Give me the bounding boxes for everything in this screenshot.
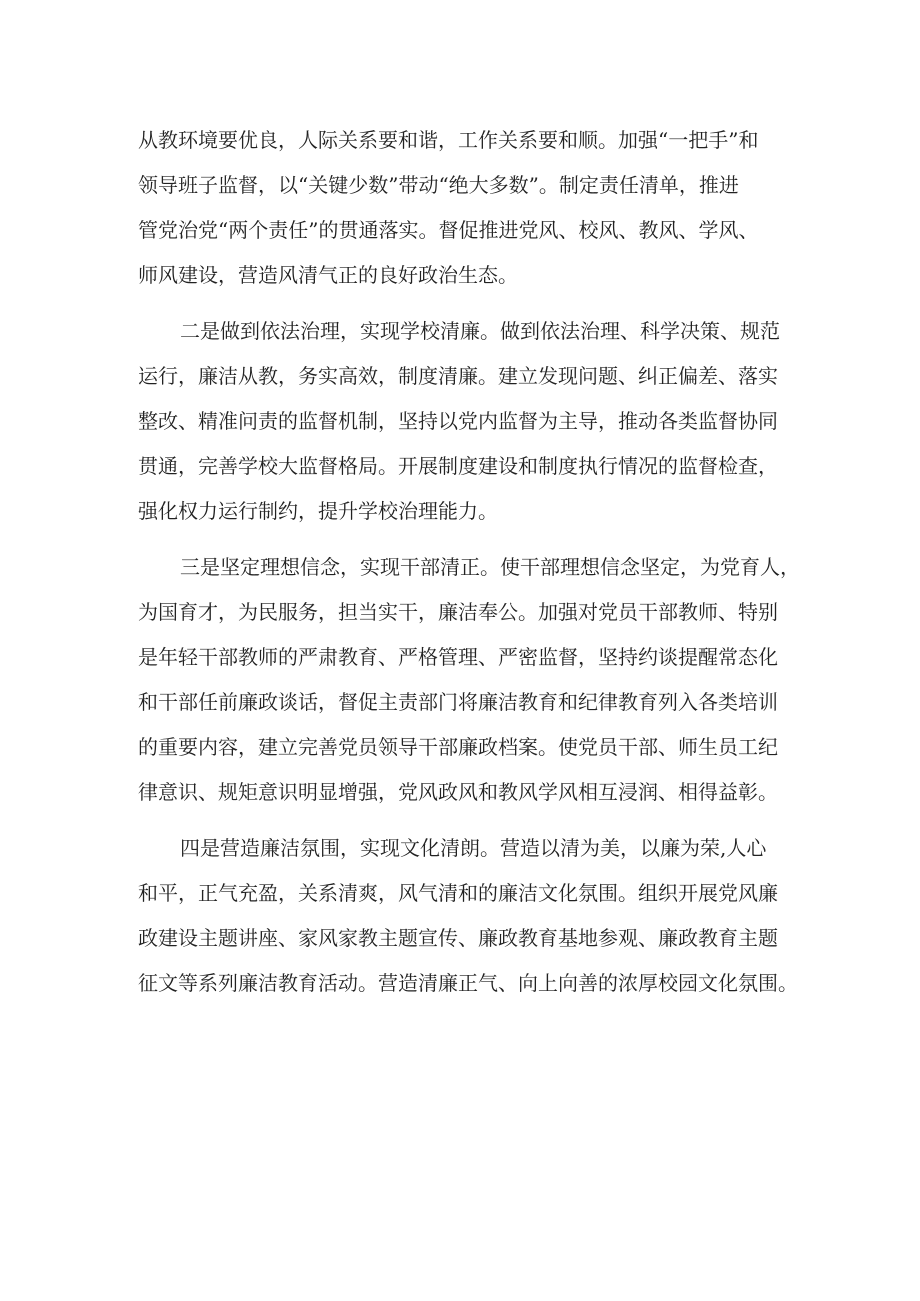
text-line: 运行，廉洁从教，务实高效，制度清廉。建立发现问题、纠正偏差、落实: [138, 364, 778, 388]
text-line: 师风建设，营造风清气正的良好政治生态。: [138, 263, 518, 287]
text-line: 是年轻干部教师的严肃教育、严格管理、严密监督，坚持约谈提醒常态化: [138, 645, 778, 669]
text-line: 领导班子监督，以“关键少数”带动“绝大多数”。制定责任清单，推进: [138, 173, 739, 197]
paragraph-gap: [138, 815, 793, 826]
paragraph-gap: [138, 534, 793, 545]
paragraph: [138, 545, 800, 815]
document-body: [138, 118, 800, 1006]
text-line: 和干部任前廉政谈话，督促主责部门将廉洁教育和纪律教育列入各类培训: [138, 690, 778, 714]
text-line: 的重要内容，建立完善党员领导干部廉政档案。使党员干部、师生员工纪: [138, 735, 778, 759]
text-line: 管党治党“两个责任”的贯通落实。督促推进党风、校风、教风、学风、: [138, 218, 759, 242]
text-line: 律意识、规矩意识明显增强，党风政风和教风学风相互浸润、相得益彰。: [138, 780, 778, 804]
text-line: 和平，正气充盈，关系清爽，风气清和的廉洁文化氛围。组织开展党风廉: [138, 881, 778, 905]
text-line: 征文等系列廉洁教育活动。营造清廉正气、向上向善的浓厚校园文化氛围。: [138, 971, 798, 995]
text-line: 政建设主题讲座、家风家教主题宣传、廉政教育基地参观、廉政教育主题: [138, 926, 778, 950]
paragraph: [138, 309, 793, 534]
paragraph-gap: [138, 298, 793, 309]
text-line: 三是坚定理想信念，实现干部清正。使干部理想信念坚定，为党育人，: [180, 555, 800, 579]
paragraph: [138, 118, 793, 298]
text-line: 从教环境要优良，人际关系要和谐，工作关系要和顺。加强“一把手”和: [138, 128, 759, 152]
text-line: 为国育才，为民服务，担当实干，廉洁奉公。加强对党员干部教师、特别: [138, 600, 778, 624]
text-line: 四是营造廉洁氛围，实现文化清朗。营造以清为美，以廉为荣,人心: [180, 836, 767, 860]
paragraph: [138, 826, 798, 1006]
text-line: 整改、精准问责的监督机制，坚持以党内监督为主导，推动各类监督协同: [138, 409, 778, 433]
text-line: 二是做到依法治理，实现学校清廉。做到依法治理、科学决策、规范: [180, 319, 780, 343]
text-line: 贯通，完善学校大监督格局。开展制度建设和制度执行情况的监督检查，: [138, 454, 778, 478]
text-line: 强化权力运行制约，提升学校治理能力。: [138, 499, 498, 523]
